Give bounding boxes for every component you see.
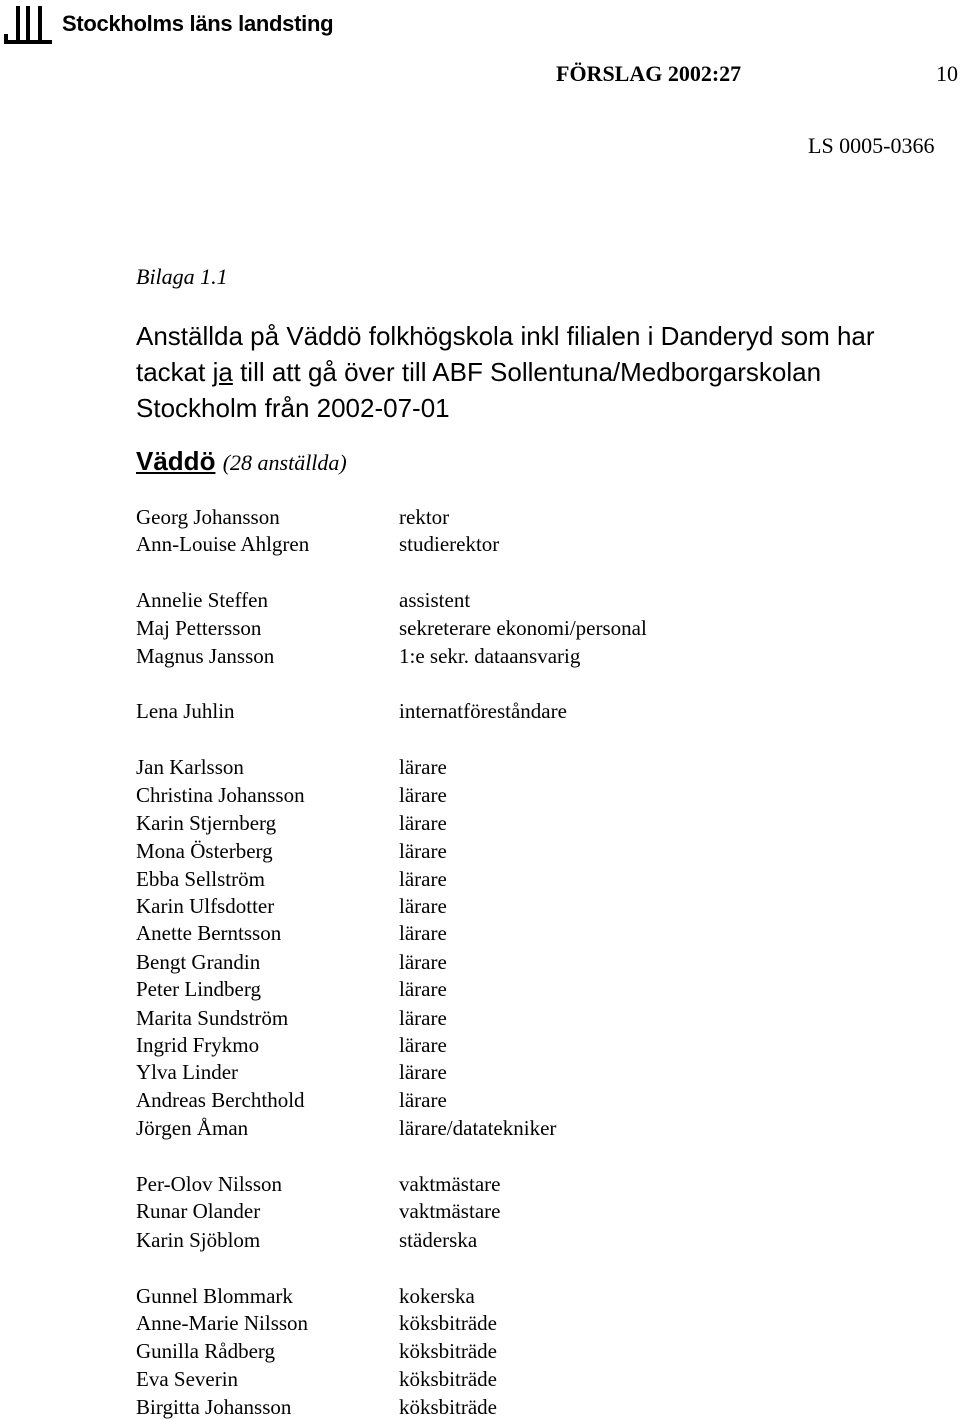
employee-role: lärare — [399, 1088, 447, 1112]
employee-name: Peter Lindberg — [136, 977, 261, 1001]
employee-name: Jan Karlsson — [136, 755, 244, 779]
employee-role: studierektor — [399, 532, 500, 556]
intro-text-start: Anställda på Väddö folkhögskola inkl filialen i Danderyd som har tackat — [136, 321, 875, 387]
intro-text-ja: ja — [212, 357, 233, 387]
section-place: Väddö — [136, 446, 216, 476]
employee-role: assistent — [399, 588, 471, 612]
page-number: 10 — [936, 61, 958, 86]
employee-name: Eva Severin — [136, 1367, 239, 1391]
employee-role: lärare — [399, 1006, 447, 1030]
attachment-label: Bilaga 1.1 — [136, 264, 228, 289]
intro-text-end: till att gå över till ABF Sollentuna/Medborgarskolan Stockholm från 2002-07-01 — [136, 357, 822, 423]
employee-name: Ann-Louise Ahlgren — [136, 532, 310, 556]
employee-role: sekreterare ekonomi/personal — [399, 616, 647, 640]
employee-name: Gunilla Rådberg — [136, 1339, 276, 1363]
employee-name: Anne-Marie Nilsson — [136, 1311, 309, 1335]
employee-name: Ingrid Frykmo — [136, 1033, 260, 1057]
employee-name: Jörgen Åman — [136, 1116, 249, 1140]
intro-paragraph — [136, 318, 916, 426]
section-heading — [136, 446, 347, 477]
employee-name: Andreas Berchthold — [136, 1088, 305, 1112]
employee-role: lärare/datatekniker — [399, 1116, 557, 1140]
employee-name: Lena Juhlin — [136, 699, 235, 723]
employee-role: lärare — [399, 1060, 447, 1084]
reference-number: LS 0005-0366 — [808, 133, 935, 158]
employee-role: vaktmästare — [399, 1199, 501, 1223]
org-name: Stockholms läns landsting — [62, 11, 334, 36]
employee-name: Per-Olov Nilsson — [136, 1172, 282, 1196]
employee-role: lärare — [399, 811, 447, 835]
employee-role: 1:e sekr. dataansvarig — [399, 644, 581, 668]
employee-name: Christina Johansson — [136, 783, 305, 807]
employee-name: Mona Österberg — [136, 839, 273, 863]
employee-name: Karin Sjöblom — [136, 1228, 261, 1252]
employee-role: lärare — [399, 783, 447, 807]
employee-role: städerska — [399, 1228, 478, 1252]
sll-logo-icon — [4, 4, 54, 44]
employee-name: Bengt Grandin — [136, 950, 261, 974]
section-count: (28 anställda) — [222, 450, 347, 475]
employee-name: Annelie Steffen — [136, 588, 268, 612]
org-logo — [4, 4, 333, 44]
employee-name: Gunnel Blommark — [136, 1284, 293, 1308]
employee-name: Magnus Jansson — [136, 644, 275, 668]
employee-name: Birgitta Johansson — [136, 1395, 292, 1419]
employee-role: lärare — [399, 867, 447, 891]
employee-name: Maj Pettersson — [136, 616, 262, 640]
employee-name: Georg Johansson — [136, 505, 280, 529]
employee-role: internatföreståndare — [399, 699, 567, 723]
employee-role: köksbiträde — [399, 1311, 497, 1335]
employee-role: rektor — [399, 505, 450, 529]
employee-name: Marita Sundström — [136, 1006, 289, 1030]
proposal-number: FÖRSLAG 2002:27 — [556, 61, 742, 86]
employee-role: köksbiträde — [399, 1395, 497, 1419]
employee-role: lärare — [399, 839, 447, 863]
employee-role: köksbiträde — [399, 1367, 497, 1391]
employee-role: lärare — [399, 1033, 447, 1057]
employee-role: kokerska — [399, 1284, 475, 1308]
employee-role: lärare — [399, 977, 447, 1001]
employee-role: lärare — [399, 950, 447, 974]
employee-role: köksbiträde — [399, 1339, 497, 1363]
employee-role: lärare — [399, 921, 447, 945]
employee-role: vaktmästare — [399, 1172, 501, 1196]
employee-role: lärare — [399, 894, 447, 918]
employee-name: Ylva Linder — [136, 1060, 239, 1084]
employee-name: Ebba Sellström — [136, 867, 265, 891]
employee-role: lärare — [399, 755, 447, 779]
employee-name: Karin Ulfsdotter — [136, 894, 275, 918]
employee-name: Karin Stjernberg — [136, 811, 277, 835]
employee-name: Anette Berntsson — [136, 921, 282, 945]
employee-name: Runar Olander — [136, 1199, 261, 1223]
